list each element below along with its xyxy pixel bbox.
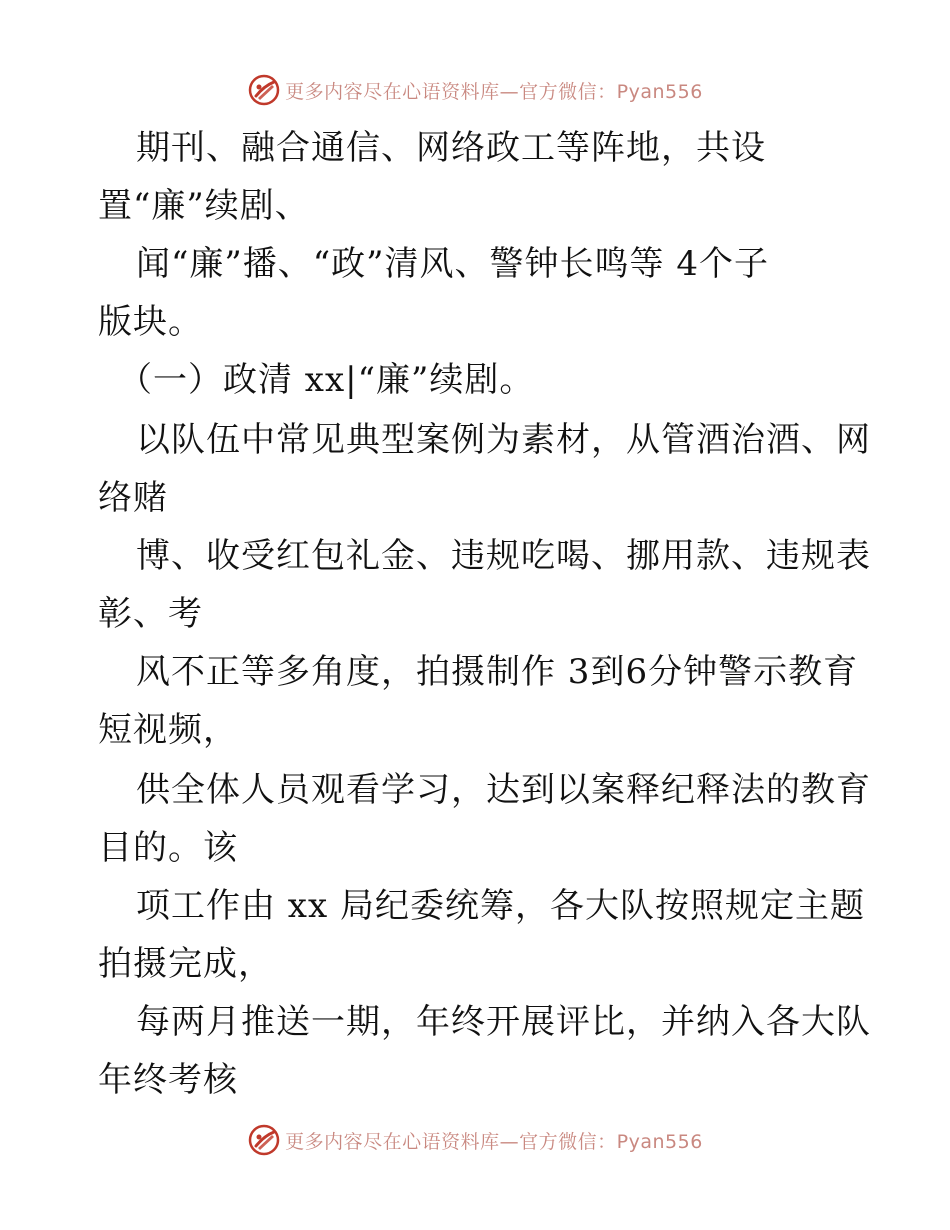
text-line: 闻“廉”播、“政”清风、警钟长鸣等 4个子	[136, 244, 769, 284]
text-line: 年终考核	[98, 1060, 238, 1100]
text-line: 项工作由 xx 局纪委统筹，各大队按照规定主题	[136, 886, 865, 926]
pen-logo-icon	[247, 1123, 281, 1157]
text-line: 版块。	[98, 302, 203, 342]
text-line: 风不正等多角度，拍摄制作 3到6分钟警示教育	[136, 652, 859, 692]
text-line: 目的。该	[98, 828, 238, 868]
text-line: 以队伍中常见典型案例为素材，从管酒治酒、网	[136, 420, 871, 460]
watermark-text: 更多内容尽在心语资料库—官方微信：Pyan556	[285, 1130, 703, 1153]
watermark-header	[0, 70, 950, 110]
text-line: 供全体人员观看学习，达到以案释纪释法的教育	[136, 770, 871, 810]
watermark-text: 更多内容尽在心语资料库—官方微信：Pyan556	[285, 80, 703, 103]
watermark-footer	[0, 1120, 950, 1160]
text-line: 期刊、融合通信、网络政工等阵地，共设	[136, 128, 766, 168]
text-line: 每两月推送一期，年终开展评比，并纳入各大队	[136, 1002, 871, 1042]
text-line: 络赌	[98, 478, 168, 518]
text-line: 拍摄完成，	[98, 944, 273, 984]
text-line: 博、收受红包礼金、违规吃喝、挪用款、违规表	[136, 536, 871, 576]
text-line: 短视频，	[98, 710, 238, 750]
pen-logo-icon	[247, 73, 281, 107]
text-line: 置“廉”续剧、	[98, 186, 310, 226]
section-heading: （一）政清 xx|“廉”续剧。	[118, 360, 535, 400]
text-line: 彰、考	[98, 594, 203, 634]
